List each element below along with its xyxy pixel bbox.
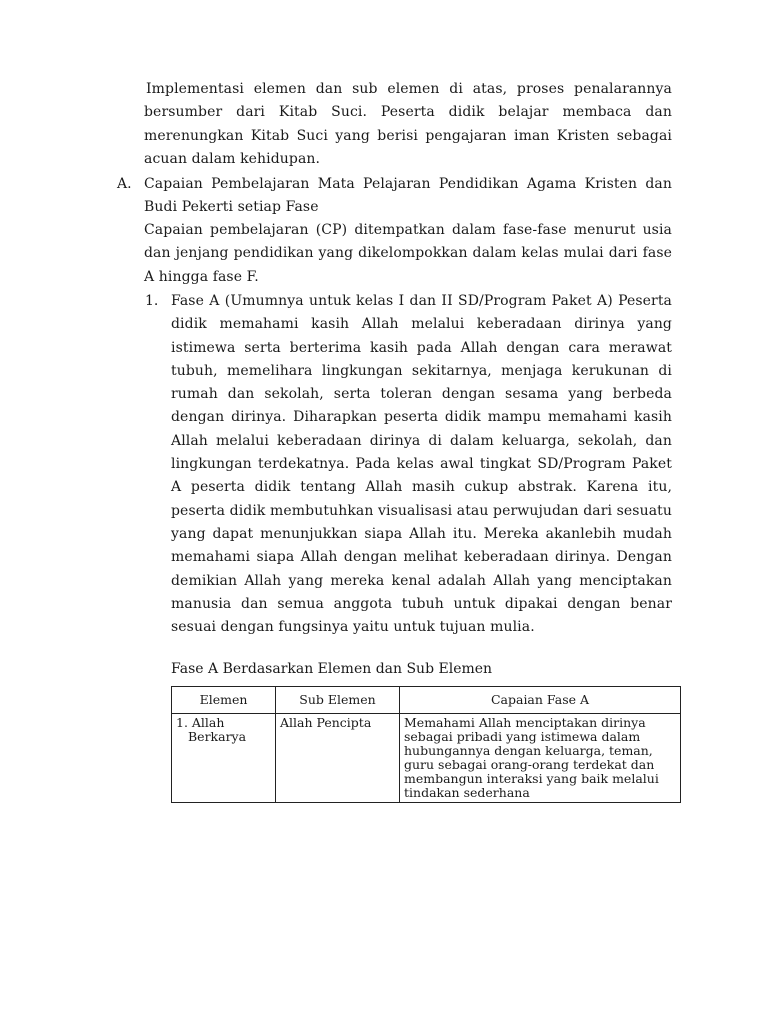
table-header-row xyxy=(172,687,681,714)
item-1-marker: 1. xyxy=(145,293,159,309)
section-a-heading xyxy=(144,173,672,220)
table-caption: Fase A Berdasarkan Elemen dan Sub Elemen xyxy=(171,661,493,677)
table-row xyxy=(172,714,681,803)
section-a-body xyxy=(144,219,672,289)
intro-paragraph xyxy=(144,78,672,171)
section-a-heading-text: Capaian Pembelajaran Mata Pelajaran Pendidikan Agama Kristen dan Budi Pekerti setiap Fase xyxy=(144,176,672,216)
header-elemen: Elemen xyxy=(172,687,276,714)
intro-text: Implementasi elemen dan sub elemen di atas, proses penalarannya bersumber dari Kitab Suci. Peserta didik belajar membaca dan merenungkan Kitab Suci yang berisi pengajaran iman Kristen sebagai acuan dalam kehidupan. xyxy=(144,81,672,167)
cell-sub-elemen: Allah Pencipta xyxy=(276,714,400,803)
cell-capaian: Memahami Allah menciptakan dirinya sebagai pribadi yang istimewa dalam hubungannya dengan keluarga, teman, guru sebagai orang-orang terdekat dan membangun interaksi yang baik melalui tindakan sederhana xyxy=(400,714,681,803)
capaian-table xyxy=(171,686,681,803)
header-sub-elemen: Sub Elemen xyxy=(276,687,400,714)
cell-elemen-text: 1. Allah Berkarya xyxy=(176,715,247,744)
section-a-body-text: Capaian pembelajaran (CP) ditempatkan dalam fase-fase menurut usia dan jenjang pendidikan yang dikelompokkan dalam kelas mulai dari fase A hingga fase F. xyxy=(144,222,672,285)
header-capaian: Capaian Fase A xyxy=(400,687,681,714)
item-1-paragraph xyxy=(171,290,672,639)
section-a-marker: A. xyxy=(117,176,132,192)
cell-elemen xyxy=(172,714,276,803)
item-1-text: Fase A (Umumnya untuk kelas I dan II SD/Program Paket A) Peserta didik memahami kasih Allah melalui keberadaan dirinya yang istimewa serta berterima kasih pada Allah dengan cara merawat tubuh, memelihara lingkungan sekitarnya, menjaga kerukunan di rumah dan sekolah, serta toleran dengan sesama yang berbeda dengan dirinya. Diharapkan peserta didik mampu memahami kasih Allah melalui keberadaan dirinya di dalam keluarga, sekolah, dan lingkungan terdekatnya. Pada kelas awal tingkat SD/Program Paket A peserta didik tentang Allah masih cukup abstrak. Karena itu, peserta didik membutuhkan visualisasi atau perwujudan dari sesuatu yang dapat menunjukkan siapa Allah itu. Mereka akanlebih mudah memahami siapa Allah dengan melihat keberadaan dirinya. Dengan demikian Allah yang mereka kenal adalah Allah yang menciptakan manusia dan semua anggota tubuh untuk dipakai dengan benar sesuai dengan fungsinya yaitu untuk tujuan mulia. xyxy=(171,293,672,636)
